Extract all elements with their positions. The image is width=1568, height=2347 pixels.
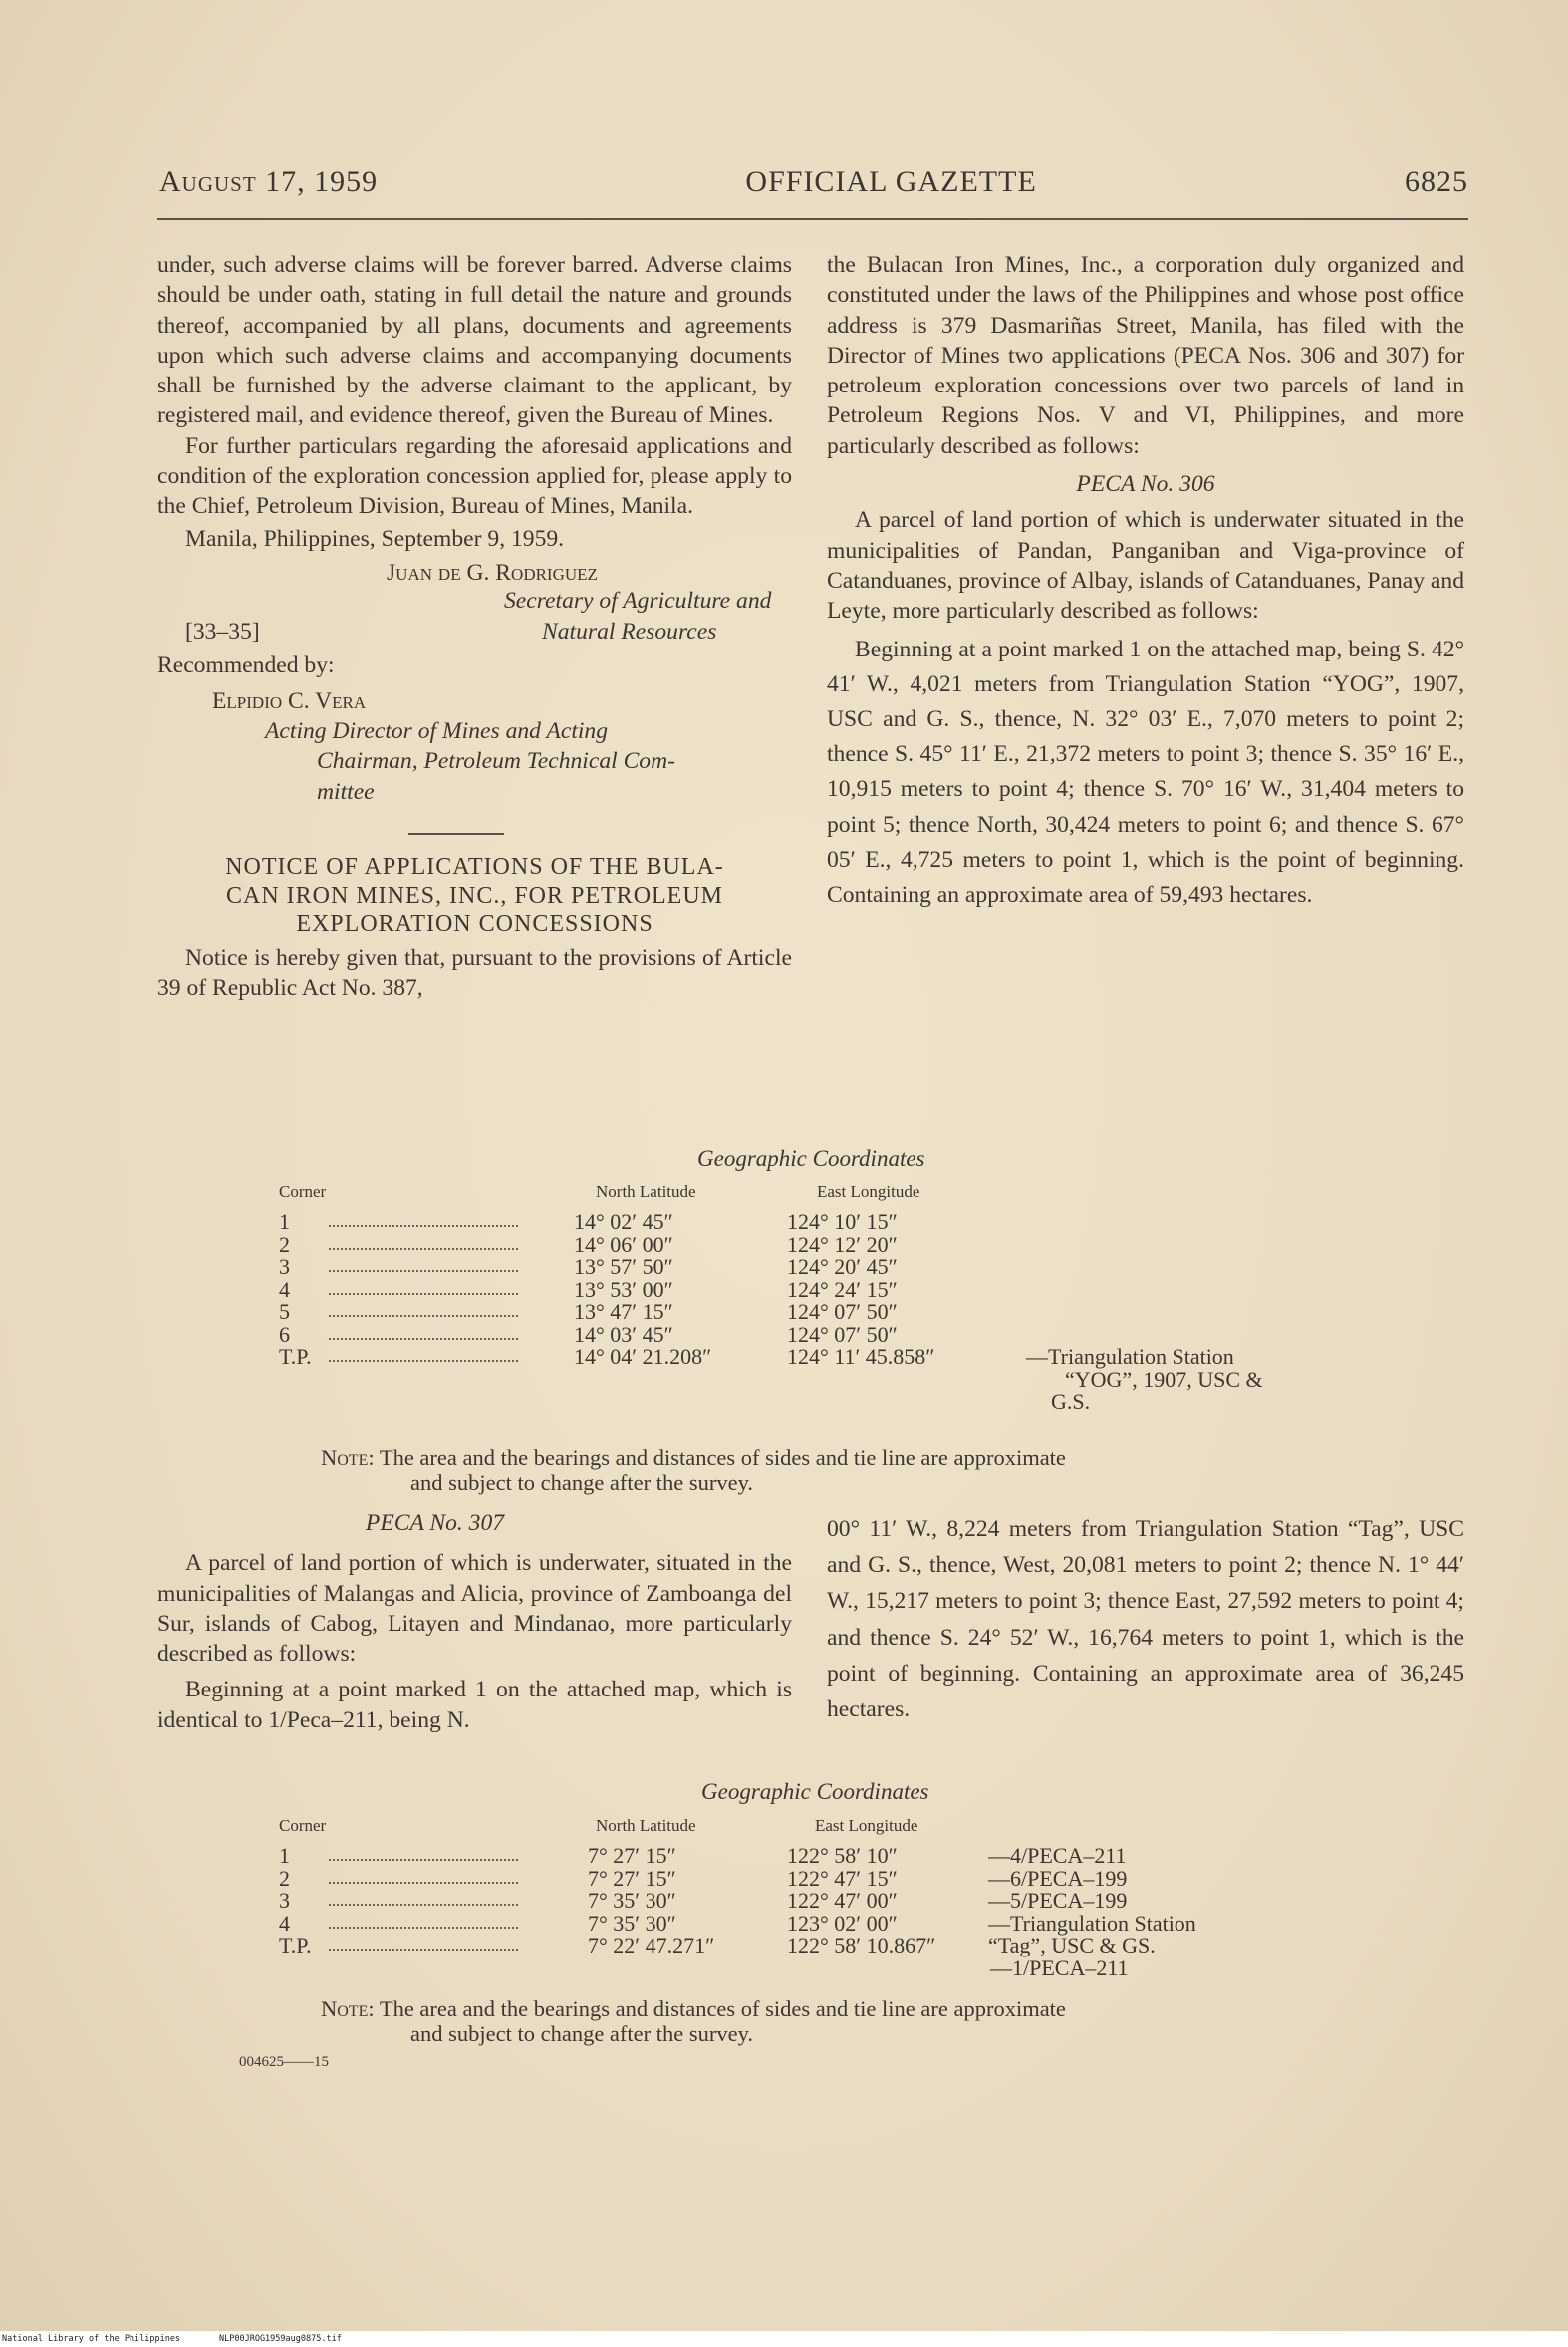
corner-label: 5: [279, 1299, 290, 1324]
station-note: “Tag”, USC & GS.: [988, 1933, 1156, 1957]
table-rows: [279, 1211, 1375, 1369]
scan-footer: [0, 2331, 1568, 2347]
table-row: [279, 1890, 1375, 1913]
col-corner: Corner: [279, 1182, 327, 1201]
north-latitude-value: 14° 02′ 45″: [574, 1209, 673, 1234]
peca-306-bearings: Beginning at a point marked 1 on the attached map, being S. 42° 41′ W., 4,021 meters from Triangulation Station “YOG”, 1907, USC and G. S., thence, N. 32° 03′ E., 7,070 meters to point 2; thence S. 45° 11′ E., 21,372 meters to point 3; thence S. 35° 16′ E., 10,915 meters to point 4; thence S. 70° 16′ W., 31,404 meters to point 5; thence North, 30,424 meters to point 6; and thence S. 67° 05′ E., 4,725 meters to point 1, which is the point of beginning. Containing an approximate area of 59,493 hectares.: [827, 636, 1464, 908]
leader-dots: [329, 1868, 518, 1884]
signer-title-cont: Chairman, Petroleum Technical Com-: [317, 748, 675, 775]
corner-label: T.P.: [279, 1933, 312, 1957]
corner-label: 1: [279, 1209, 290, 1234]
north-latitude-value: 7° 35′ 30″: [588, 1910, 676, 1936]
table-row-note: [279, 1391, 1375, 1414]
note-label: Note:: [321, 1445, 375, 1470]
east-longitude-value: 124° 12′ 20″: [787, 1231, 898, 1257]
leader-dots: [329, 1913, 518, 1929]
east-longitude-value: 124° 07′ 50″: [787, 1321, 898, 1347]
east-longitude-value: 123° 02′ 00″: [787, 1910, 898, 1936]
table-row: [279, 1346, 1375, 1369]
leader-dots: [329, 1935, 518, 1951]
table-rows: [279, 1845, 1375, 1957]
north-latitude-value: 7° 27′ 15″: [588, 1843, 676, 1868]
north-latitude-value: 14° 04′ 21.208″: [574, 1344, 712, 1369]
table-row: [279, 1935, 1375, 1957]
peca-307-bearings-start: Beginning at a point marked 1 on the attached map, which is identical to 1/Peca–211, being N.: [157, 1677, 792, 1733]
north-latitude-value: 13° 47′ 15″: [574, 1299, 673, 1324]
peca-307-bearings-cont: 00° 11′ W., 8,224 meters from Triangulation Station “Tag”, USC and G. S., thence, West, 20,081 meters to point 2; thence N. 1° 44′ W., 15,217 meters to point 3; thence East, 27,592 meters to point 4; and thence S. 24° 52′ W., 16,764 meters to point 1, which is the point of beginning. Containing an approximate area of 36,245 hectares.: [827, 1516, 1464, 1723]
table-row-note: [279, 1366, 1375, 1392]
north-latitude-value: 14° 06′ 00″: [574, 1231, 673, 1257]
further-particulars-paragraph: For further particulars regarding the aforesaid applications and condition of the exploration concession applied for, please apply to the Chief, Petroleum Division, Bureau of Mines, Manila.: [157, 432, 792, 520]
footnote-306: [321, 1445, 1417, 1495]
place-date-line: Manila, Philippines, September 9, 1959.: [185, 525, 565, 552]
section-divider: [408, 833, 504, 835]
station-note: —4/PECA–211: [988, 1843, 1127, 1868]
station-note: G.S.: [1051, 1389, 1091, 1414]
north-latitude-value: 13° 53′ 00″: [574, 1276, 673, 1302]
leader-dots: [329, 1301, 518, 1317]
table-header-row: [279, 1181, 1375, 1211]
notice-heading-line: EXPLORATION CONCESSIONS: [296, 912, 653, 938]
east-longitude-value: 122° 58′ 10″: [787, 1843, 898, 1868]
table-row: [279, 1301, 1375, 1324]
signer-block-2: [157, 686, 792, 807]
north-latitude-value: 7° 27′ 15″: [588, 1865, 676, 1891]
east-longitude-value: 124° 11′ 45.858″: [787, 1344, 935, 1369]
corner-label: 4: [279, 1910, 290, 1936]
leader-dots: [329, 1279, 518, 1295]
coordinates-table-307: [279, 1781, 1375, 1979]
col-north-latitude: North Latitude: [596, 1816, 696, 1835]
left-column: [157, 250, 792, 1004]
station-note: “YOG”, 1907, USC &: [1065, 1366, 1263, 1392]
recommended-by: Recommended by:: [157, 652, 335, 678]
peca-307-description: A parcel of land portion of which is underwater, situated in the municipalities of Malangas and Alicia, province of Zamboanga del Sur, islands of Cabog, Litayen and Mindanao, more particularly described as follows:: [157, 1550, 792, 1668]
station-note: —6/PECA–199: [988, 1865, 1128, 1891]
leader-dots: [329, 1324, 518, 1340]
table-row: [279, 1256, 1375, 1279]
east-longitude-value: 124° 20′ 45″: [787, 1254, 898, 1279]
leader-dots: [329, 1234, 518, 1250]
corner-label: 2: [279, 1231, 290, 1257]
corner-label: 4: [279, 1276, 290, 1302]
col-north-latitude: North Latitude: [596, 1182, 696, 1201]
header-rule: [157, 218, 1468, 220]
note-text-cont: and subject to change after the survey.: [410, 2021, 754, 2046]
signer-block-1: [357, 558, 792, 617]
page-number: 6825: [1405, 165, 1468, 198]
signer-name: Juan de G. Rodriguez: [387, 559, 598, 586]
peca-307-right: [827, 1511, 1464, 1727]
scan-file: NLP00JROG1959aug0875.tif: [219, 2334, 342, 2344]
north-latitude-value: 7° 35′ 30″: [588, 1888, 676, 1913]
note-text-cont: and subject to change after the survey.: [410, 1470, 754, 1495]
issue-date: August 17, 1959: [159, 165, 379, 198]
east-longitude-value: 122° 47′ 15″: [787, 1865, 898, 1891]
notice-paragraph: Notice is hereby given that, pursuant to the provisions of Article 39 of Republic Act No. 387,: [157, 945, 792, 1002]
publication-title: OFFICIAL GAZETTE: [745, 165, 1037, 198]
leader-dots: [329, 1346, 518, 1362]
corner-label: 2: [279, 1865, 290, 1891]
table-row: [279, 1231, 1375, 1257]
peca-306-description: A parcel of land portion of which is underwater situated in the municipalities of Pandan, Panganiban and Viga-province of Catanduanes, province of Albay, islands of Catanduanes, Panay and Leyte, more particularly described as follows:: [827, 507, 1464, 625]
col-east-longitude: East Longitude: [815, 1816, 918, 1835]
peca-307-heading: PECA No. 307: [365, 1510, 505, 1536]
table-title-row: [279, 1781, 1375, 1815]
page-header: [159, 165, 1468, 205]
north-latitude-value: 14° 03′ 45″: [574, 1321, 673, 1347]
note-text: The area and the bearings and distances of sides and tie line are approximate: [379, 1445, 1066, 1470]
station-note: —1/PECA–211: [990, 1955, 1129, 1980]
station-note: —Triangulation Station: [988, 1910, 1196, 1936]
north-latitude-value: 13° 57′ 50″: [574, 1254, 673, 1279]
note-label: Note:: [321, 1996, 375, 2021]
col-corner: Corner: [279, 1816, 327, 1835]
table-row: [279, 1845, 1375, 1868]
table-title: Geographic Coordinates: [697, 1146, 925, 1171]
table-row-note: [279, 1957, 1375, 1980]
table-title-row: [279, 1148, 1375, 1181]
north-latitude-value: 7° 22′ 47.271″: [588, 1933, 715, 1957]
table-title: Geographic Coordinates: [701, 1779, 929, 1804]
table-row: [279, 1321, 1375, 1347]
notice-heading-line: CAN IRON MINES, INC., FOR PETROLEUM: [225, 883, 724, 910]
corner-label: T.P.: [279, 1344, 312, 1369]
table-row: [279, 1865, 1375, 1891]
peca-306-heading: PECA No. 306: [1076, 471, 1215, 498]
signer-name: Elpidio C. Vera: [212, 687, 367, 714]
adverse-claims-paragraph: under, such adverse claims will be forever barred. Adverse claims should be under oath, stating in full detail the nature and grounds thereof, accompanied by all plans, documents and agreements upon which such adverse claims and accompanying documents shall be furnished by the adverse claimant to the applicant, by registered mail, and evidence thereof, given the Bureau of Mines.: [157, 252, 792, 429]
table-header-row: [279, 1815, 1375, 1845]
print-code: 004625——15: [239, 2054, 329, 2070]
notice-heading: [157, 853, 792, 939]
signer-title-cont: Natural Resources: [542, 618, 717, 645]
signer-title-line: [157, 617, 792, 647]
corner-label: 3: [279, 1254, 290, 1279]
corner-label: 1: [279, 1843, 290, 1868]
leader-dots: [329, 1890, 518, 1906]
leader-dots: [329, 1256, 518, 1272]
station-note: —Triangulation Station: [1026, 1344, 1234, 1369]
signer-title-cont: mittee: [317, 778, 375, 805]
east-longitude-value: 124° 24′ 15″: [787, 1276, 898, 1302]
table-row: [279, 1276, 1375, 1302]
station-note: —5/PECA–199: [988, 1888, 1128, 1913]
scan-library: National Library of the Philippines: [2, 2334, 181, 2344]
reference-number: [33–35]: [185, 618, 260, 645]
coordinates-table-306: [279, 1148, 1375, 1414]
table-row: [279, 1211, 1375, 1234]
leader-dots: [329, 1845, 518, 1861]
east-longitude-value: 122° 58′ 10.867″: [787, 1933, 936, 1957]
footnote-307: [321, 1996, 1417, 2046]
corner-label: 3: [279, 1888, 290, 1913]
table-row: [279, 1910, 1375, 1936]
east-longitude-value: 124° 07′ 50″: [787, 1299, 898, 1324]
right-column: [827, 250, 1464, 913]
corner-label: 6: [279, 1321, 290, 1347]
signer-title: Acting Director of Mines and Acting: [265, 718, 609, 745]
notice-heading-line: NOTICE OF APPLICATIONS OF THE BULA-: [225, 854, 724, 881]
col-east-longitude: East Longitude: [817, 1182, 920, 1201]
signer-title: Secretary of Agriculture and: [504, 588, 772, 615]
east-longitude-value: 124° 10′ 15″: [787, 1209, 898, 1234]
peca-307-left: [157, 1508, 792, 1735]
applicant-paragraph: the Bulacan Iron Mines, Inc., a corporation duly organized and constituted under the laws of the Philippines and whose post office address is 379 Dasmariñas Street, Manila, has filed with the Director of Mines two applications (PECA Nos. 306 and 307) for petroleum exploration concessions over two parcels of land in Petroleum Regions Nos. V and VI, Philippines, and more particularly described as follows:: [827, 252, 1464, 459]
east-longitude-value: 122° 47′ 00″: [787, 1888, 898, 1913]
note-text: The area and the bearings and distances of sides and tie line are approximate: [379, 1996, 1066, 2021]
leader-dots: [329, 1211, 518, 1227]
